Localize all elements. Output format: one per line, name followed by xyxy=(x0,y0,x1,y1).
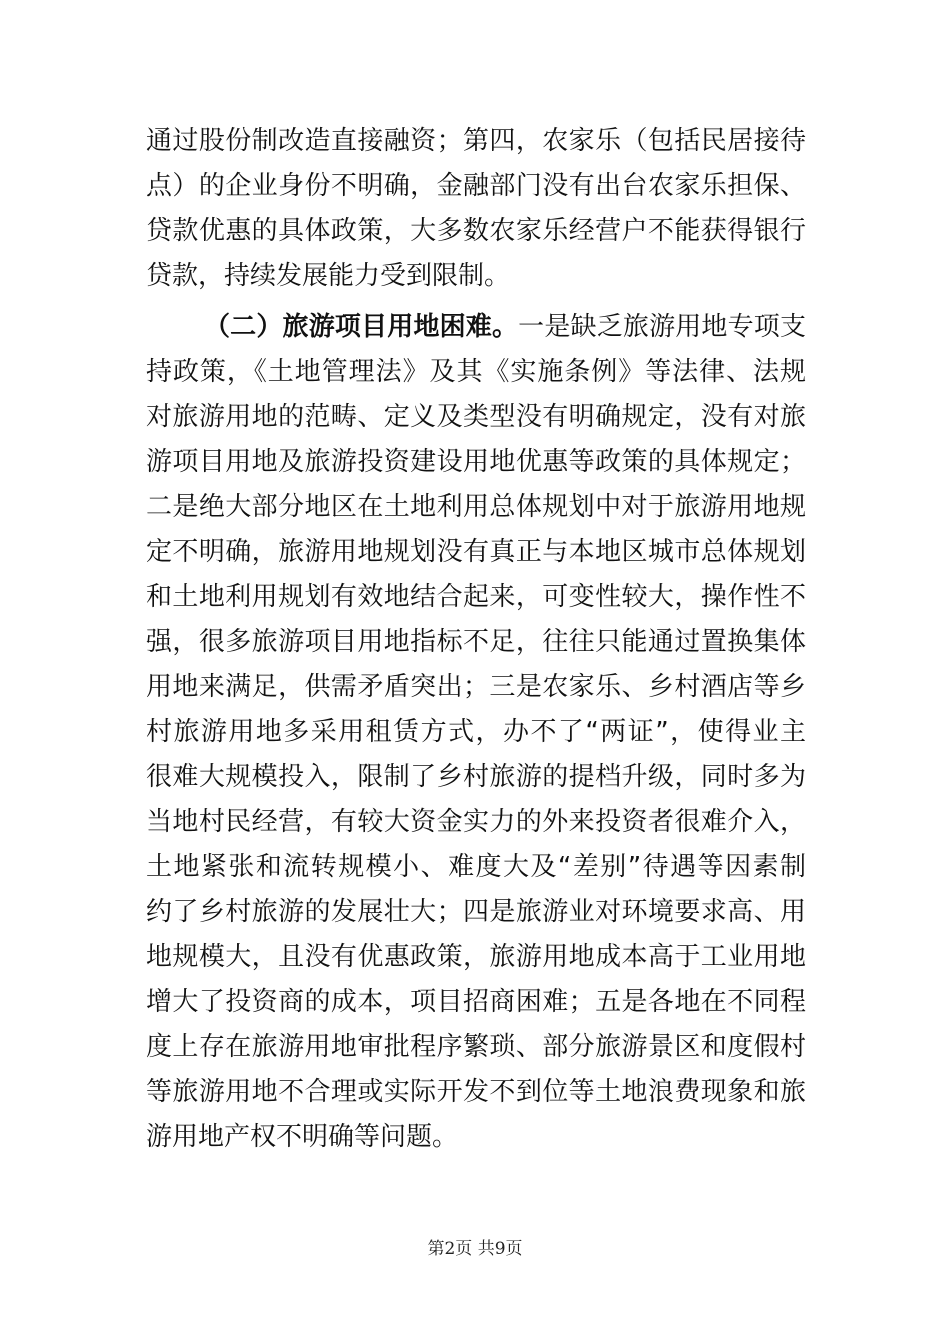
paragraph-2-line-2: 对旅游用地的范畴、定义及类型没有明确规定，没有对旅 xyxy=(146,402,806,432)
paragraph-2-line-18: 游用地产权不明确等问题。 xyxy=(146,1122,459,1152)
paragraph-2-line-14: 地规模大，且没有优惠政策，旅游用地成本高于工业用地 xyxy=(146,942,806,972)
paragraph-2-line-5: 定不明确，旅游用地规划没有真正与本地区城市总体规划 xyxy=(146,537,806,567)
paragraph-2-line-16: 度上存在旅游用地审批程序繁琐、部分旅游景区和度假村 xyxy=(146,1032,806,1062)
paragraph-2-first-line xyxy=(204,305,806,349)
paragraph-2-line-15: 增大了投资商的成本，项目招商困难；五是各地在不同程 xyxy=(146,987,806,1017)
paragraph-2-line-10: 很难大规模投入，限制了乡村旅游的提档升级，同时多为 xyxy=(146,762,806,792)
paragraph-1-line-2: 点）的企业身份不明确，金融部门没有出台农家乐担保、 xyxy=(146,171,806,201)
paragraph-2-line-1: 持政策，《土地管理法》及其《实施条例》等法律、法规 xyxy=(146,357,806,387)
paragraph-1-line-3: 贷款优惠的具体政策，大多数农家乐经营户不能获得银行 xyxy=(146,216,806,246)
paragraph-2-line-13: 约了乡村旅游的发展壮大；四是旅游业对环境要求高、用 xyxy=(146,897,806,927)
section-heading: （二）旅游项目用地困难。 xyxy=(204,312,519,342)
paragraph-2-line-8: 用地来满足，供需矛盾突出；三是农家乐、乡村酒店等乡 xyxy=(146,672,806,702)
paragraph-2-line-9: 村旅游用地多采用租赁方式，办不了“两证”，使得业主 xyxy=(146,717,806,747)
paragraph-2-line-11: 当地村民经营，有较大资金实力的外来投资者很难介入， xyxy=(146,807,806,837)
paragraph-2-line-4: 二是绝大部分地区在土地利用总体规划中对于旅游用地规 xyxy=(146,492,806,522)
paragraph-1-line-4: 贷款，持续发展能力受到限制。 xyxy=(146,261,511,291)
paragraph-2-line-3: 游项目用地及旅游投资建设用地优惠等政策的具体规定； xyxy=(146,447,806,477)
paragraph-1-line-1: 通过股份制改造直接融资；第四，农家乐（包括民居接待 xyxy=(146,126,806,156)
paragraph-2-line-6: 和土地利用规划有效地结合起来，可变性较大，操作性不 xyxy=(146,582,806,612)
page-number: 第2页 共9页 xyxy=(427,1239,523,1259)
paragraph-2-line-7: 强，很多旅游项目用地指标不足，往往只能通过置换集体 xyxy=(146,627,806,657)
paragraph-2-first-line-text: 一是缺乏旅游用地专项支 xyxy=(518,312,806,342)
paragraph-2-line-12: 土地紧张和流转规模小、难度大及“差别”待遇等因素制 xyxy=(146,852,806,882)
paragraph-2-line-17: 等旅游用地不合理或实际开发不到位等土地浪费现象和旅 xyxy=(146,1077,806,1107)
